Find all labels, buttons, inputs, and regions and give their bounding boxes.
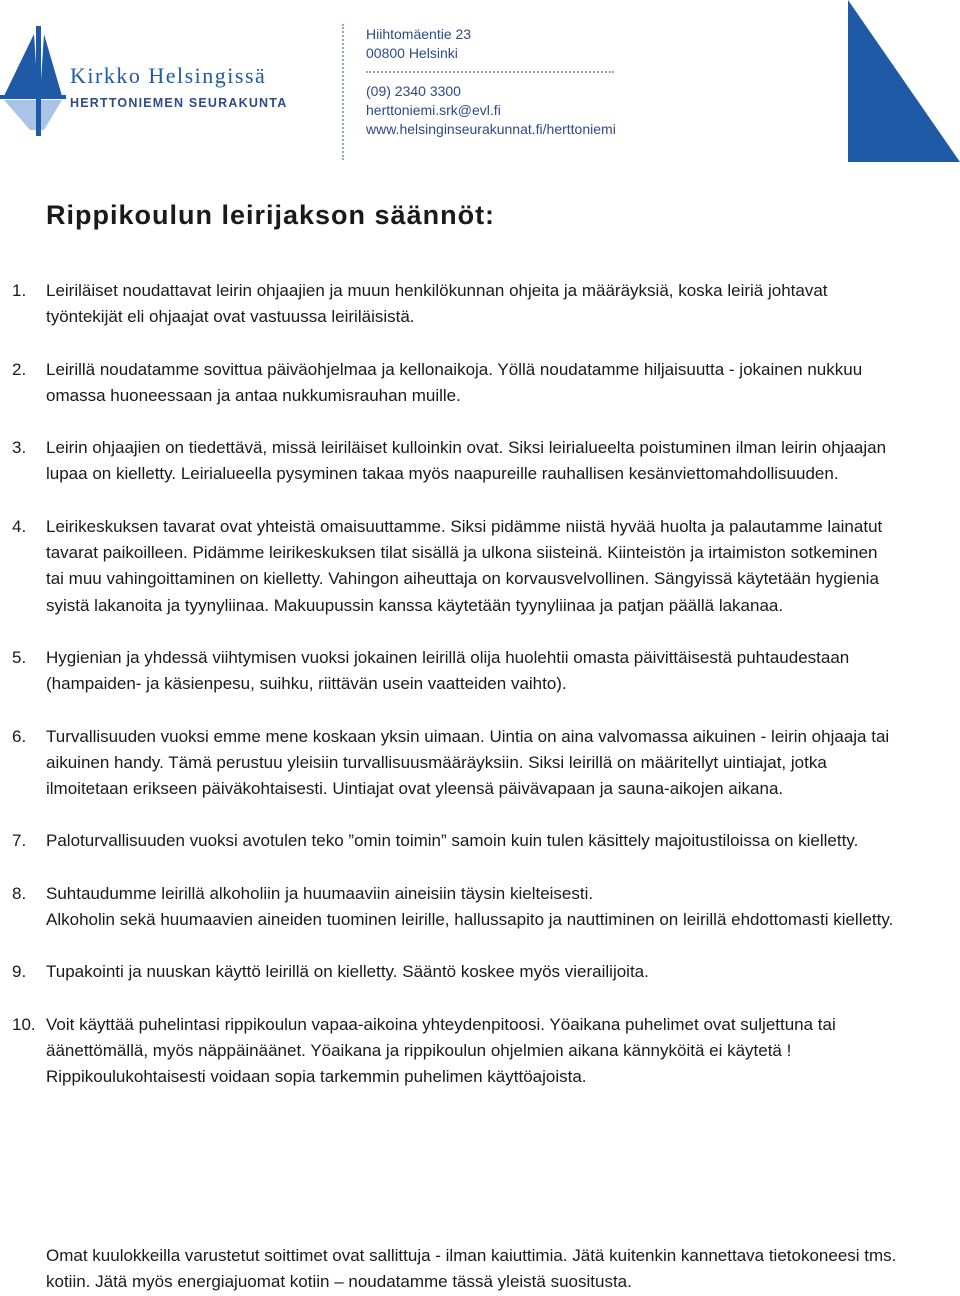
rule-text: Paloturvallisuuden vuoksi avotulen teko ”omin toimin” samoin kuin tulen käsittely majoitustiloissa on kielletty.	[46, 831, 859, 851]
rule-text: Leiriläiset noudattavat leirin ohjaajien ja muun henkilökunnan ohjeita ja määräyksiä, koska leiriä johtavat työntekijät eli ohjaajat ovat vastuussa leiriläisistä.	[46, 281, 828, 327]
contact-block	[366, 25, 616, 139]
rule-number: 8.	[12, 883, 27, 903]
contact-street: Hiihtomäentie 23	[366, 26, 472, 42]
rule-item	[0, 357, 900, 410]
closing-paragraph: Omat kuulokkeilla varustetut soittimet ovat sallittuja - ilman kaiuttimia. Jätä kuitenkin kannettava tietokoneesi tms. kotiin. Jätä myös energiajuomat kotiin – noudatamme tässä yleistä suositusta.	[46, 1246, 897, 1292]
contact-separator	[366, 71, 614, 73]
rule-text: Tupakointi ja nuuskan käyttö leirillä on kielletty. Sääntö koskee myös vierailijoita.	[46, 962, 649, 982]
rule-number: 1.	[12, 281, 27, 300]
rule-text: Hygienian ja yhdessä viihtymisen vuoksi jokainen leirillä olija huolehtii omasta päivittäisestä puhtaudestaan (hampaiden- ja käsienpesu, suihku, riittävän usein vaatteiden vaihto).	[46, 647, 850, 694]
rule-item	[0, 881, 900, 934]
rule-item	[0, 959, 900, 985]
rule-number: 6.	[12, 726, 27, 746]
rule-text: Voit käyttää puhelintasi rippikoulun vapaa-aikoina yhteydenpitoosi. Yöaikana puhelimet ovat suljettuna tai äänettömällä, myös näppäinäänet. Yöaikana ja rippikoulun ohjelmien aikana kännyköitä ei käytetä ! Rippikoulukohtaisesti voidaan sopia tarkemmin puhelimen käyttöajoista.	[46, 1014, 836, 1087]
rule-item	[0, 514, 900, 619]
rule-number: 9.	[12, 962, 27, 982]
rule-item	[0, 828, 900, 854]
rule-number: 3.	[12, 438, 27, 458]
header-divider	[342, 24, 344, 160]
org-name: Kirkko Helsingissä	[70, 63, 267, 88]
parish-name: Herttoniemen seurakunta	[70, 96, 288, 110]
rule-number: 7.	[12, 831, 27, 851]
page-title: Rippikoulun leirijakson säännöt:	[46, 200, 496, 230]
rule-text: Leirillä noudatamme sovittua päiväohjelmaa ja kellonaikoja. Yöllä noudatamme hiljaisuutta - jokainen nukkuu omassa huoneessaan ja antaa nukkumisrauhan muille.	[46, 359, 863, 405]
contact-website[interactable]: www.helsinginseurakunnat.fi/herttoniemi	[366, 121, 616, 137]
rule-number: 10.	[12, 1014, 36, 1034]
rule-text-continued: Alkoholin sekä huumaavien aineiden tuominen leirille, hallussapito ja nauttiminen on leirillä ehdottomasti kielletty.	[46, 910, 894, 930]
corner-triangle-decoration	[848, 0, 960, 162]
rules-list	[0, 278, 900, 1117]
rule-number: 5.	[12, 647, 27, 667]
rule-number: 2.	[12, 359, 27, 379]
contact-email[interactable]: herttoniemi.srk@evl.fi	[366, 102, 501, 118]
church-logo	[0, 26, 300, 136]
rule-text: Leirikeskuksen tavarat ovat yhteistä omaisuuttamme. Siksi pidämme niistä hyvää huolta ja palautamme lainatut tavarat paikoilleen. Pidämme leirikeskuksen tilat sisällä ja ulkona siisteinä. Kiinteistön ja irtaimiston sotkeminen tai muu vahingoittaminen on kielletty. Vahingon aiheuttaja on korvausvelvollinen. Sängyissä käytetään hygienia syistä lakanoita ja tyynyliinaa. Makuupussin kanssa käytetään tyynyliinaa ja patjan päällä lakanaa.	[46, 516, 883, 615]
rule-item	[0, 724, 900, 803]
cross-emblem-icon	[0, 26, 300, 136]
rule-text: Turvallisuuden vuoksi emme mene koskaan yksin uimaan. Uintia on aina valvomassa aikuinen - leirin ohjaaja tai aikuinen handy. Tämä perustuu yleisiin turvallisuusmääräyksiin. Siksi leirillä on määritellyt uintiajat, jotka ilmoitetaan erikseen päiväkohtaisesti. Uintiajat ovat yleensä päivävapaan ja sauna-aikojen aikana.	[46, 726, 890, 799]
rule-number: 4.	[12, 516, 27, 536]
rule-item	[0, 278, 900, 331]
rule-item	[0, 645, 900, 698]
contact-phone: (09) 2340 3300	[366, 83, 461, 99]
rule-item	[0, 435, 900, 488]
contact-postal: 00800 Helsinki	[366, 45, 458, 61]
rule-text: Leirin ohjaajien on tiedettävä, missä leiriläiset kulloinkin ovat. Siksi leirialueelta poistuminen ilman leirin ohjaajan lupaa on kielletty. Leirialueella pysyminen takaa myös naapureille rauhallisen kesänviettomahdollisuuden.	[46, 438, 887, 484]
rule-item	[0, 1012, 900, 1091]
rule-text: Suhtaudumme leirillä alkoholiin ja huumaaviin aineisiin täysin kielteisesti.	[46, 883, 594, 903]
